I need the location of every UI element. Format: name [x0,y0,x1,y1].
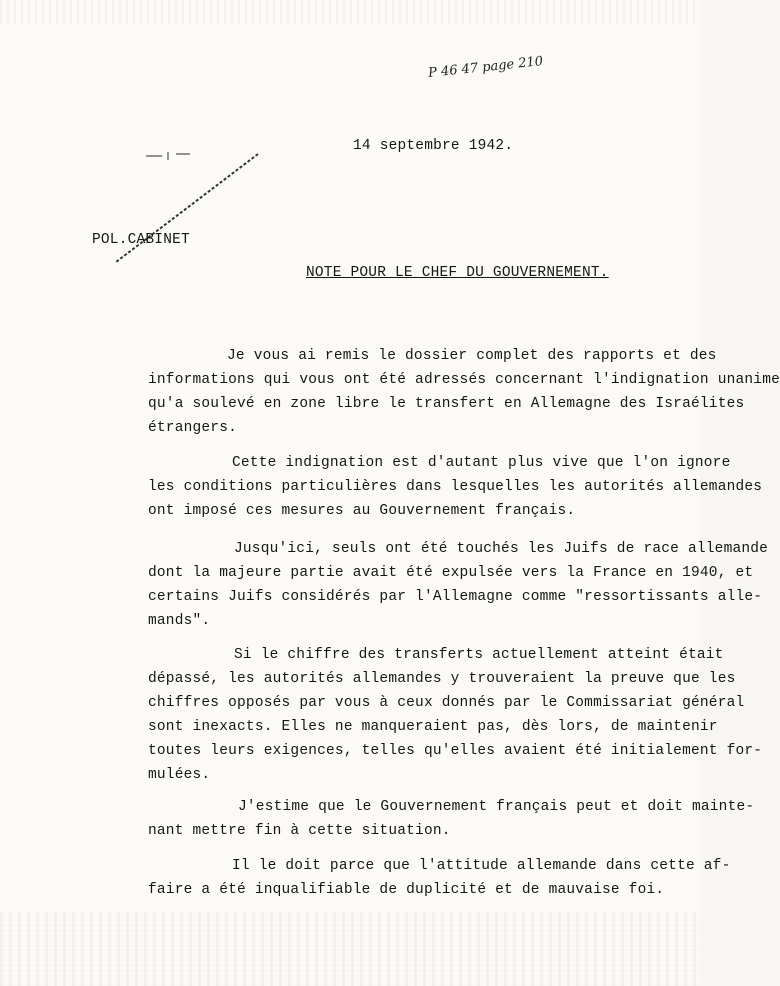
paragraph-line: informations qui vous ont été adressés concernant l'indignation unanime [148,372,780,388]
paragraph-line: mands". [148,613,211,629]
paragraph-line: Jusqu'ici, seuls ont été touchés les Juifs de race allemande [234,541,769,557]
scan-noise-top [0,0,700,24]
paragraph-line: faire a été inqualifiable de duplicité et de mauvaise foi. [148,882,665,898]
paragraph-line: certains Juifs considérés par l'Allemagne comme "ressortissants alle- [148,589,763,605]
paragraph-line: toutes leurs exigences, telles qu'elles avaient été initialement for- [148,743,763,759]
pen-stroke-mark [110,150,260,270]
paragraph-line: nant mettre fin à cette situation. [148,823,451,839]
paragraph-line: étrangers. [148,420,238,436]
paragraph-line: chiffres opposés par vous à ceux donnés par le Commissariat général [148,695,745,711]
paragraph-line: Il le doit parce que l'attitude allemande dans cette af- [232,858,731,874]
paragraph-line: dépassé, les autorités allemandes y trouveraient la preuve que les [148,671,736,687]
paragraph-line: sont inexacts. Elles ne manqueraient pas, dès lors, de maintenir [148,719,718,735]
scan-noise-bottom [0,912,700,986]
handwritten-annotation: P 46 47 page 210 [427,54,544,81]
document-title: NOTE POUR LE CHEF DU GOUVERNEMENT. [306,265,609,281]
paragraph-line: Si le chiffre des transferts actuellement atteint était [234,647,724,663]
paragraph-line: Je vous ai remis le dossier complet des rapports et des [227,348,717,364]
paragraph-line: dont la majeure partie avait été expulsée vers la France en 1940, et [148,565,754,581]
paragraph-line: les conditions particulières dans lesquelles les autorités allemandes [148,479,763,495]
paragraph-line: qu'a soulevé en zone libre le transfert en Allemagne des Israélites [148,396,745,412]
paragraph-line: ont imposé ces mesures au Gouvernement français. [148,503,576,519]
paragraph-line: Cette indignation est d'autant plus vive que l'on ignore [232,455,731,471]
paragraph-line: J'estime que le Gouvernement français peut et doit mainte- [238,799,755,815]
office-reference: POL.CABINET [92,232,190,248]
document-date: 14 septembre 1942. [353,138,514,154]
paragraph-line: mulées. [148,767,211,783]
